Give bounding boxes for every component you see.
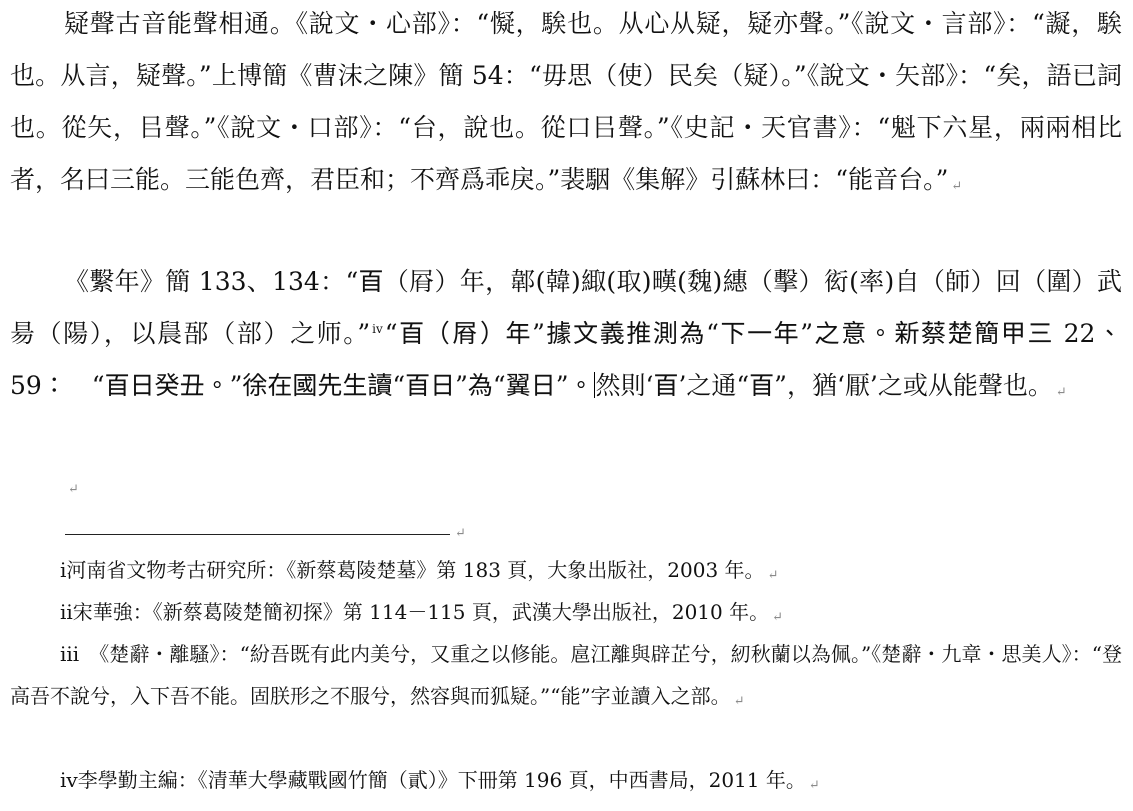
paragraph-mark-icon: ↵	[951, 179, 963, 194]
footnote-reference-iv[interactable]: iv	[372, 321, 383, 336]
text-cursor	[594, 372, 595, 398]
footnote-marker: iv	[60, 768, 78, 792]
paragraph-mark-icon: ↵	[767, 568, 779, 583]
footnote-4[interactable]	[10, 759, 1122, 807]
paragraph-2-text-before-note: 《繫年》簡 133、134：“𦣻（㞕）年，郼(韓)緅(取)𤳉(魏)繐（擊）衒(率)自（師）回（圍）武昜（陽），以䢅郚（部）之师。”	[10, 267, 1122, 348]
paragraph-mark-icon: ↵	[772, 610, 784, 625]
footnote-text: 宋華強：《新蔡葛陵楚簡初探》第 114－115 頁，武漢大學出版社，2010 年。	[72, 600, 770, 624]
paragraph-mark-icon: ↵	[1055, 385, 1067, 400]
paragraph-2-text-after-cursor: 然則‘𦣻’之通“𦣻”，猶‘厭’之或从能聲也。	[595, 371, 1053, 400]
footnote-marker: i	[60, 558, 67, 582]
separator-paragraph-mark-icon: ↵	[455, 526, 466, 541]
footnote-2[interactable]	[10, 591, 1122, 639]
footnote-marker: iii	[60, 642, 100, 666]
footnote-text: 李學勤主編：《清華大學藏戰國竹簡（貳）》下冊第 196 頁，中西書局，2011 年。	[77, 768, 806, 792]
footnote-1[interactable]	[10, 549, 1122, 597]
body-paragraph-2[interactable]	[10, 256, 1122, 419]
paragraph-1-text: 疑聲古音能聲相通。《說文・心部》：“懝，騃也。从心从疑，疑亦聲。”《說文・言部》：“譺，騃也。从言，疑聲。”上博簡《曹沫之陳》簡 54：“毋思（使）民矣（疑）。”《說文・矢部》：“矣，語已詞也。從矢，㠯聲。”《說文・口部》：“台，說也。從口㠯聲。”《史記・天官書》：“魁下六星，兩兩相比者，名曰三能。三能色齊，君臣和；不齊爲乖戾。”裴駰《集解》引蘇林曰：“能音台。”	[10, 9, 1122, 194]
footnote-text: 河南省文物考古研究所：《新蔡葛陵楚墓》第 183 頁，大象出版社，2003 年。	[66, 558, 765, 582]
body-paragraph-1[interactable]	[10, 0, 1122, 213]
empty-paragraph-mark-icon: ↵	[68, 482, 79, 497]
footnote-3[interactable]	[10, 633, 1122, 723]
paragraph-mark-icon: ↵	[808, 778, 820, 793]
paragraph-2-text-middle: “𦣻（㞕）年”據文義推測為“下一年”之意。新蔡楚簡甲三 22、59： “𦣻日癸丑。”徐在國先生讀“𦣻日”為“翼日”。	[10, 319, 1122, 400]
footnote-separator-line	[65, 534, 450, 535]
footnote-text: 《楚辭・離騷》：“紛吾既有此内美兮，又重之以修能。扈江離與辟芷兮，紉秋蘭以為佩。”《楚辭・九章・思美人》：“登高吾不說兮，入下吾不能。固朕形之不服兮，然容與而狐疑。”“能”字並讀入之部。	[10, 642, 1122, 708]
footnote-marker: ii	[60, 600, 73, 624]
paragraph-mark-icon: ↵	[733, 694, 745, 709]
